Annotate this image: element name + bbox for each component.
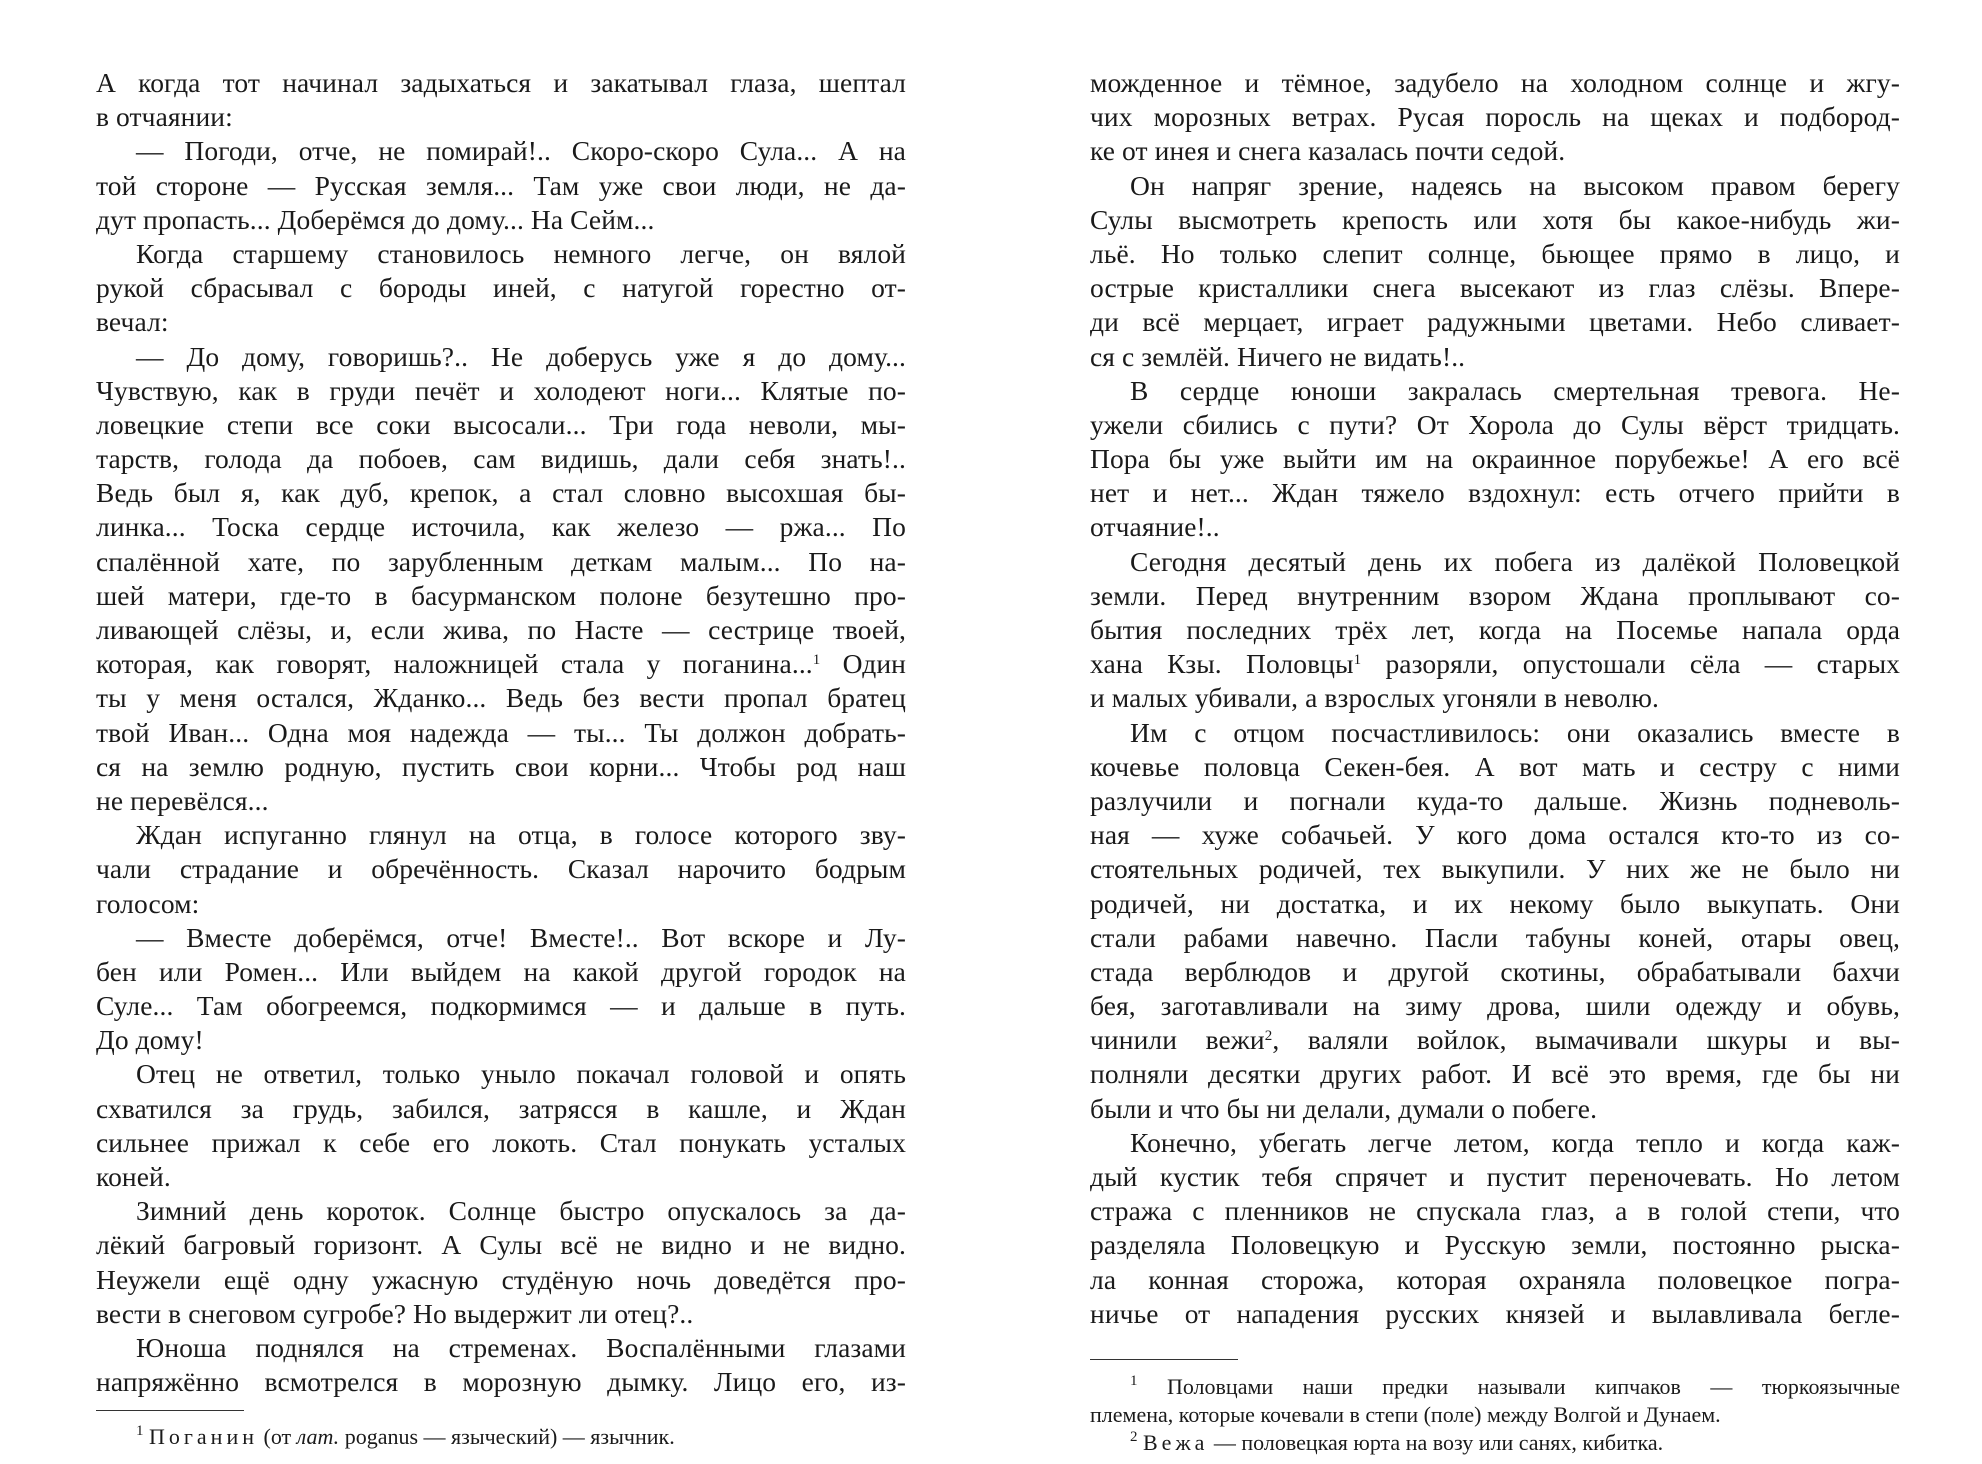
footnote-text-post: poganus — языческий) — язычник. bbox=[339, 1424, 675, 1449]
text-line: Ведь был я, как дуб, крепок, а стал словно высохшая бы- bbox=[96, 477, 906, 509]
text-line: стада верблюдов и другой скотины, обрабатывали бахчи bbox=[1090, 955, 1900, 987]
text-line: — Вместе доберёмся, отче! Вместе!.. Вот вскоре и Лу- bbox=[136, 921, 906, 953]
text-line: схватился за грудь, забился, затрясся в кашле, и Ждан bbox=[96, 1092, 906, 1124]
footnote-number: 1 bbox=[136, 1423, 144, 1439]
text-line: Зимний день короток. Солнце быстро опускалось за да- bbox=[136, 1195, 906, 1227]
text-line-part: хана Кзы. Половцы bbox=[1090, 648, 1354, 680]
left-page-body-text bbox=[96, 66, 906, 1399]
footnote-term: Вежа bbox=[1143, 1430, 1209, 1455]
text-line: ловецкие степи все соки высосали... Три года неволи, мы- bbox=[96, 408, 906, 440]
text-line-part: , валяли войлок, вымачивали шкуры и вы- bbox=[1272, 1024, 1900, 1056]
text-line: ди всё мерцает, играет радужными цветами. Небо сливает- bbox=[1090, 306, 1900, 338]
footnote-number: 1 bbox=[1130, 1373, 1138, 1389]
text-line: были и что бы ни делали, думали о побеге. bbox=[1090, 1092, 1598, 1124]
text-line: Он напряг зрение, надеясь на высоком правом берегу bbox=[1130, 169, 1900, 201]
text-line: бея, заготавливали на зиму дрова, шили одежду и обувь, bbox=[1090, 990, 1900, 1022]
footnote-term: Поганин bbox=[149, 1424, 258, 1449]
text-line: Сегодня десятый день их побега из далёкой Половецкой bbox=[1130, 545, 1900, 577]
text-line-part: Один bbox=[820, 648, 906, 680]
text-line: Чувствую, как в груди печёт и холодеют ноги... Клятые по- bbox=[96, 374, 906, 406]
text-line: До дому! bbox=[96, 1024, 204, 1056]
right-footnote-2 bbox=[1090, 1429, 1900, 1457]
right-footnote-rule bbox=[1090, 1359, 1238, 1360]
text-line: отчаяние!.. bbox=[1090, 511, 1220, 543]
footnote-marker: 2 bbox=[1264, 1028, 1273, 1045]
text-line: — До дому, говоришь?.. Не доберусь уже я до дому... bbox=[136, 340, 906, 372]
text-line: не перевёлся... bbox=[96, 784, 269, 816]
right-footnote-1-line-1 bbox=[1090, 1373, 1900, 1401]
text-line: тарств, голода да побоев, сам видишь, дали себя знать!.. bbox=[96, 443, 906, 475]
left-footnote-rule bbox=[96, 1410, 244, 1411]
text-line: стали рабами навечно. Пасли табуны коней, отары овец, bbox=[1090, 921, 1900, 953]
text-line: кочевье половца Секен-бея. А вот мать и сестру с ними bbox=[1090, 750, 1900, 782]
text-line: льё. Но только слепит солнце, бьющее прямо в лицо, и bbox=[1090, 237, 1900, 269]
footnote-text: — половецкая юрта на возу или санях, кибитка. bbox=[1208, 1430, 1664, 1455]
text-line: шей матери, где-то в басурманском полоне безутешно про- bbox=[96, 579, 906, 611]
text-line: разлучили и погнали куда-то дальше. Жизнь подневоль- bbox=[1090, 784, 1900, 816]
text-line: коней. bbox=[96, 1161, 171, 1192]
text-line-part: которая, как говорят, наложницей стала у поганина... bbox=[96, 648, 813, 680]
text-line: ке от инея и снега казалась почти седой. bbox=[1090, 135, 1566, 167]
text-line-part: чинили вежи bbox=[1090, 1024, 1265, 1056]
text-line: Суле... Там обогреемся, подкормимся — и дальше в путь. bbox=[96, 990, 906, 1022]
text-line: В сердце юноши закралась смертельная тревога. Не- bbox=[1130, 374, 1900, 406]
text-line: можденное и тёмное, задубело на холодном солнце и жгу- bbox=[1090, 67, 1900, 98]
text-line: нет и нет... Ждан тяжело вздохнул: есть отчего прийти в bbox=[1090, 477, 1900, 509]
text-line: лёкий багровый горизонт. А Сулы всё не видно и не видно. bbox=[96, 1229, 906, 1261]
text-line: дут пропасть... Доберёмся до дому... На Сейм... bbox=[96, 203, 655, 235]
text-line: твой Иван... Одна моя надежда — ты... Ты должон добрать- bbox=[96, 716, 906, 748]
text-line: Юноша поднялся на стременах. Воспалёнными глазами bbox=[136, 1331, 906, 1363]
text-line: земли. Перед внутренним взором Ждана проплывают со- bbox=[1090, 579, 1900, 611]
right-page bbox=[1090, 0, 1900, 1464]
text-line bbox=[96, 647, 906, 681]
right-page-body-text bbox=[1090, 66, 1900, 1331]
footnote-text-pre: (от bbox=[258, 1424, 297, 1449]
text-line: ливающей слёзы, и, если жива, по Насте — сестрице твоей, bbox=[96, 614, 906, 645]
text-line: полняли десятки других работ. И всё это время, где бы ни bbox=[1090, 1058, 1900, 1090]
text-line: разделяла Половецкую и Русскую земли, постоянно рыска- bbox=[1090, 1229, 1900, 1261]
left-footnote-1 bbox=[96, 1423, 906, 1451]
text-line: бытия последних трёх лет, когда на Посемье напала орда bbox=[1090, 614, 1900, 645]
text-line bbox=[1090, 1023, 1900, 1057]
right-page-footnotes bbox=[1090, 1373, 1900, 1457]
text-line: Отец не ответил, только уныло покачал головой и опять bbox=[136, 1058, 906, 1090]
text-line-part: разоряли, опустошали сёла — старых bbox=[1361, 648, 1900, 680]
text-line: вечал: bbox=[96, 306, 169, 338]
text-line: Неужели ещё одну ужасную студёную ночь доведётся про- bbox=[96, 1263, 906, 1295]
text-line: в отчаянии: bbox=[96, 101, 233, 133]
text-line: ты у меня остался, Жданко... Ведь без вести пропал братец bbox=[96, 682, 906, 714]
footnote-text: Половцами наши предки называли кипчаков — тюркоязычные bbox=[1166, 1374, 1901, 1399]
text-line: бен или Ромен... Или выйдем на какой другой городок на bbox=[96, 955, 906, 987]
text-line: ся с землёй. Ничего не видать!.. bbox=[1090, 340, 1466, 372]
text-line: и малых убивали, а взрослых угоняли в неволю. bbox=[1090, 682, 1659, 714]
text-line: сильнее прижал к себе его локоть. Стал понукать усталых bbox=[96, 1126, 906, 1158]
text-line: Когда старшему становилось немного легче, он вялой bbox=[136, 237, 906, 269]
text-line: той стороне — Русская земля... Там уже свои люди, не да- bbox=[96, 169, 906, 201]
text-line: голосом: bbox=[96, 887, 200, 919]
text-line: ничье от нападения русских князей и вылавливала бегле- bbox=[1090, 1297, 1900, 1329]
text-line: А когда тот начинал задыхаться и закатывал глаза, шептал bbox=[96, 67, 906, 98]
text-line: стража с пленников не спускала глаз, а в голой степи, что bbox=[1090, 1195, 1900, 1227]
text-line: — Погоди, отче, не помирай!.. Скоро-скоро Сула... А на bbox=[136, 135, 906, 167]
text-line bbox=[1090, 647, 1900, 681]
text-line: ная — хуже собачьей. У кого дома остался кто-то из со- bbox=[1090, 819, 1900, 851]
right-footnote-1-line-2: племена, которые кочевали в степи (поле) между Волгой и Дунаем. bbox=[1090, 1402, 1721, 1427]
footnote-marker: 1 bbox=[812, 652, 821, 669]
text-line: Конечно, убегать легче летом, когда тепло и когда каж- bbox=[1130, 1126, 1900, 1158]
left-page bbox=[96, 0, 906, 1464]
text-line: Ждан испуганно глянул на отца, в голосе которого зву- bbox=[136, 819, 906, 851]
text-line: вести в снеговом сугробе? Но выдержит ли отец?.. bbox=[96, 1297, 694, 1329]
text-line: стоятельных родичей, тех выкупили. У них же не было ни bbox=[1090, 853, 1900, 885]
text-line: линка... Тоска сердце источила, как железо — ржа... По bbox=[96, 511, 906, 543]
text-line: чали страдание и обречённость. Сказал нарочито бодрым bbox=[96, 853, 906, 885]
footnote-number: 2 bbox=[1130, 1429, 1138, 1445]
text-line: Сулы высмотреть крепость или хотя бы какое-нибудь жи- bbox=[1090, 203, 1900, 235]
text-line: Им с отцом посчастливилось: они оказались вместе в bbox=[1130, 716, 1900, 748]
text-line: чих морозных ветрах. Русая поросль на щеках и подбород- bbox=[1090, 101, 1900, 133]
footnote-text-italic: лат. bbox=[296, 1424, 340, 1449]
text-line: ужели сбились с пути? От Хорола до Сулы вёрст тридцать. bbox=[1090, 408, 1900, 440]
text-line: напряжённо всмотрелся в морозную дымку. Лицо его, из- bbox=[96, 1366, 906, 1398]
text-line: дый кустик тебя спрячет и пустит переночевать. Но летом bbox=[1090, 1161, 1900, 1192]
text-line: ла конная сторожа, которая охраняла половецкое погра- bbox=[1090, 1263, 1900, 1295]
text-line: Пора бы уже выйти им на окраинное порубежье! А его всё bbox=[1090, 443, 1900, 475]
text-line: ся на землю родную, пустить свои корни... Чтобы род наш bbox=[96, 750, 906, 782]
text-line: рукой сбрасывал с бороды иней, с натугой горестно от- bbox=[96, 272, 906, 304]
text-line: родичей, ни достатка, и их некому было выкупать. Они bbox=[1090, 887, 1900, 919]
footnote-marker: 1 bbox=[1353, 652, 1362, 669]
text-line: спалённой хате, по зарубленным деткам малым... По на- bbox=[96, 545, 906, 577]
text-line: острые кристаллики снега высекают из глаз слёзы. Впере- bbox=[1090, 272, 1900, 304]
left-page-footnotes bbox=[96, 1423, 906, 1451]
